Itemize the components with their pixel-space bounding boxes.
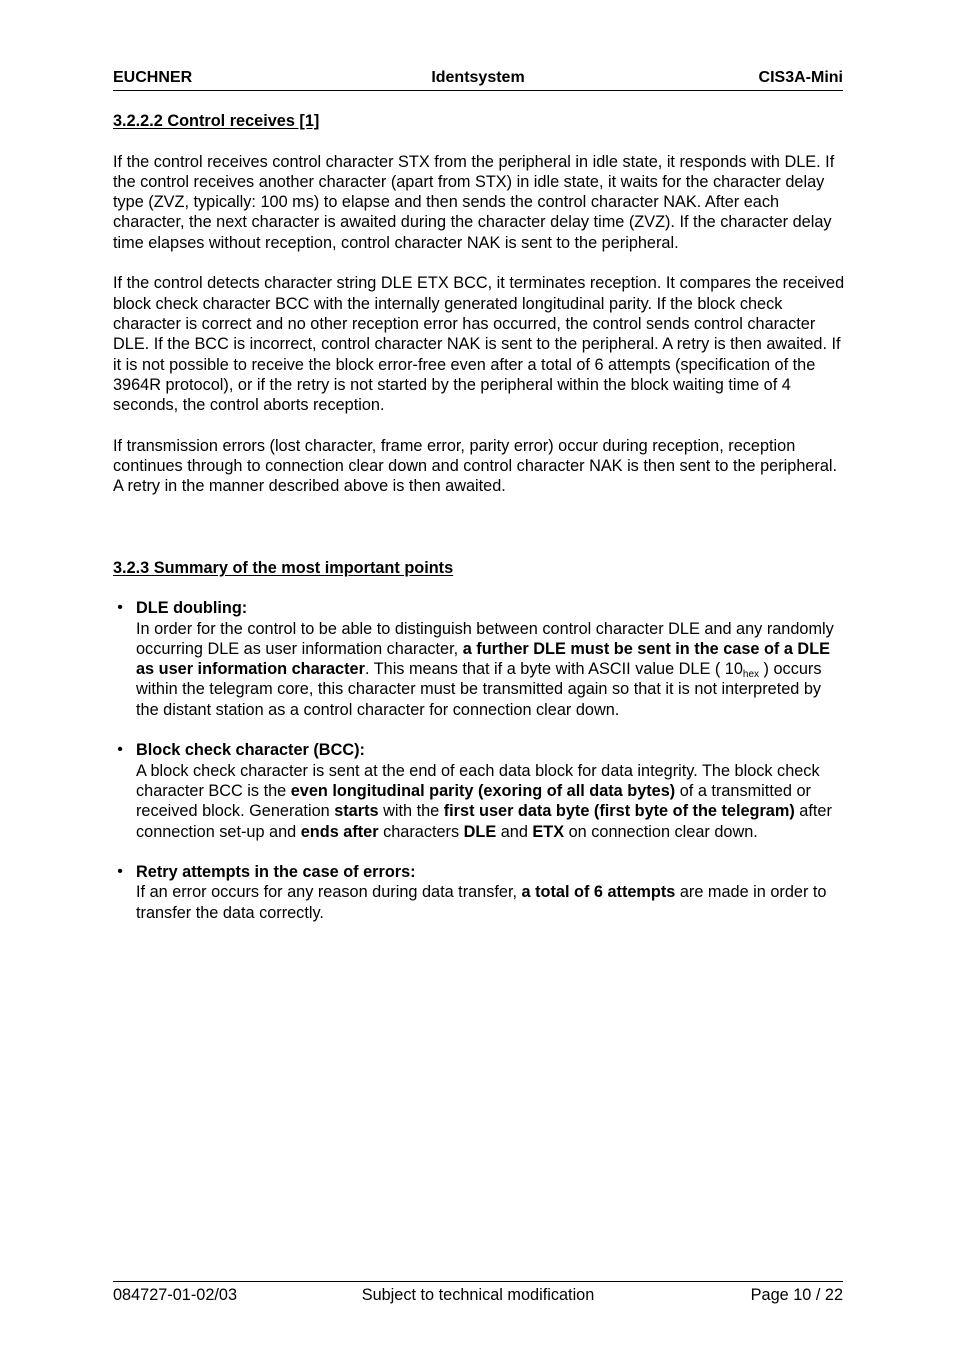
item-text: If an error occurs for any reason during data transfer, a total of 6 attempts are made in order to transfer the data correctly. [136, 883, 827, 922]
item-text: In order for the control to be able to distinguish between control character DLE and any randomly occurring DLE as user information character, a further DLE must be sent in the case of a DLE as user information character. This means that if a byte with ASCII value DLE ( $10_{hex}$ ) occurs within the telegram core, this character must be transmitted again so that it is not interpreted by the distant station as a control character for connection clear down. [136, 619, 834, 719]
page-header [113, 66, 843, 91]
footer-document-number: 084727-01-02/03 [113, 1286, 238, 1304]
footer-page-number: Page 10 / 22 [750, 1286, 843, 1304]
item-title: Block check character (BCC): [136, 741, 365, 760]
header-title: Identsystem [431, 69, 525, 86]
list-item-retry [113, 862, 848, 923]
paragraph-termination: If the control detects character string DLE ETX BCC, it terminates reception. It compares the received block check character BCC with the internally generated longitudinal parity. If the block check character is correct and no other reception error has occurred, the control sends control character DLE. If the BCC is incorrect, control character NAK is sent to the peripheral. A retry is then awaited. If it is not possible to receive the block error-free even after a total of 6 attempts (specification of the 3964R protocol), or if the retry is not started by the peripheral within the block waiting time of 4 seconds, the control aborts reception. [113, 274, 845, 415]
section-heading-summary: 3.2.3 Summary of the most important points [113, 558, 454, 577]
item-title: DLE doubling: [136, 599, 248, 618]
list-item-dle-doubling [113, 598, 848, 720]
bullet-icon: • [117, 741, 123, 759]
footer-notice: Subject to technical modification [361, 1286, 595, 1304]
page-footer [113, 1281, 843, 1308]
paragraph-transmission-errors: If transmission errors (lost character, frame error, parity error) occur during reception, reception continues through to connection clear down and control character NAK is then sent to the peripheral. A retry in the manner described above is then awaited. [113, 436, 838, 496]
page-content [113, 111, 848, 923]
item-title: Retry attempts in the case of errors: [136, 863, 416, 882]
paragraph-idle-state: If the control receives control character STX from the peripheral in idle state, it responds with DLE. If the control receives another character (apart from STX) in idle state, it waits for the character delay type (ZVZ, typically: 100 ms) to elapse and then sends the control character NAK. After each character, the next character is awaited during the character delay time (ZVZ). If the character delay time elapses without reception, control character NAK is sent to the peripheral. [113, 152, 835, 252]
section-heading-control-receives: 3.2.2.2 Control receives [1] [113, 112, 320, 130]
header-product: CIS3A-Mini [758, 69, 843, 86]
bullet-icon: • [117, 863, 123, 881]
header-company: EUCHNER [113, 69, 193, 86]
list-item-bcc [113, 740, 848, 841]
summary-list [113, 598, 848, 923]
item-text: A block check character is sent at the end of each data block for data integrity. The block check character BCC is the even longitudinal parity (exoring of all data bytes) of a transmitted or received block. Generation starts with the first user data byte (first byte of the telegram) after connection set-up and ends after characters DLE and ETX on connection clear down. [136, 761, 832, 841]
bullet-icon: • [117, 599, 123, 617]
